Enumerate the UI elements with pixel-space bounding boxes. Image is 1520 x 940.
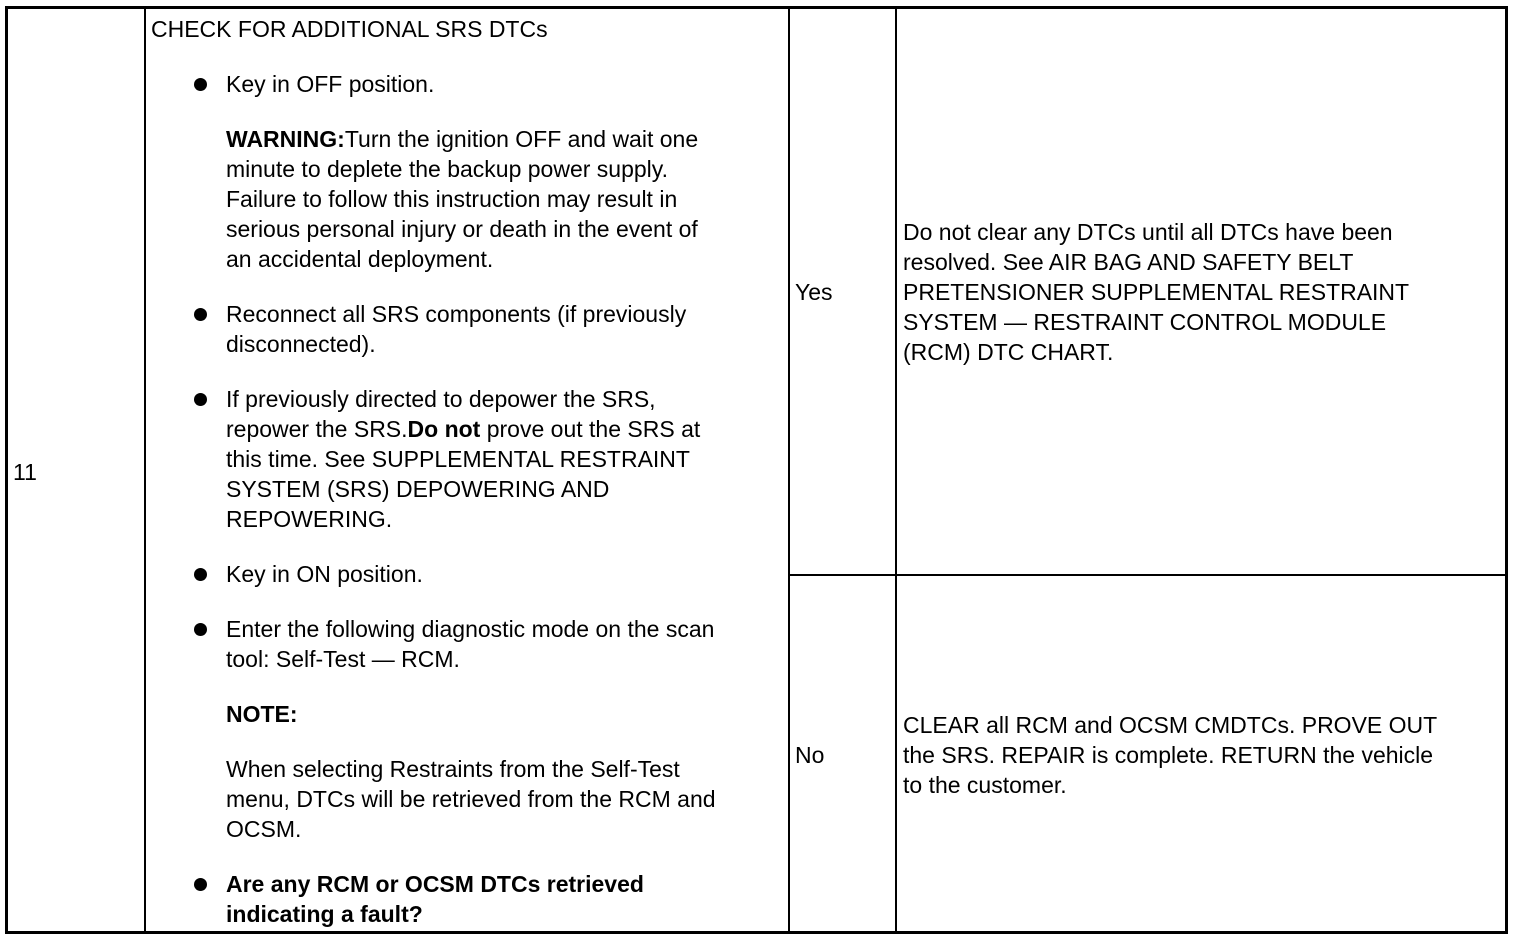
- bullet-icon: [194, 568, 207, 581]
- bullet-icon: [194, 78, 207, 91]
- instruction-repower: If previously directed to depower the SRS, repower the SRS.Do not prove out the SRS at this time. See SUPPLEMENTAL RESTRAINT SYSTEM (SRS) DEPOWERING AND REPOWERING.: [226, 386, 701, 532]
- bullet-icon: [194, 878, 207, 891]
- instruction-enter-mode: Enter the following diagnostic mode on the scan tool: Self-Test — RCM.: [226, 616, 715, 672]
- column-divider: [895, 6, 897, 934]
- bullet-icon: [194, 308, 207, 321]
- result-no: No: [795, 742, 825, 768]
- warning-label: WARNING:: [226, 126, 345, 152]
- column-divider: [788, 6, 790, 934]
- note-text: When selecting Restraints from the Self-Test menu, DTCs will be retrieved from the RCM and OCSM.: [226, 756, 716, 842]
- question: Are any RCM or OCSM DTCs retrieved indicating a fault?: [226, 871, 644, 927]
- note-label: NOTE:: [226, 701, 298, 727]
- action-yes: Do not clear any DTCs until all DTCs have been resolved. See AIR BAG AND SAFETY BELT PRETENSIONER SUPPLEMENTAL RESTRAINT SYSTEM — RESTRAINT CONTROL MODULE (RCM) DTC CHART.: [903, 219, 1410, 365]
- instruction-reconnect: Reconnect all SRS components (if previously disconnected).: [226, 301, 687, 357]
- bullet-icon: [194, 393, 207, 406]
- result-yes: Yes: [795, 279, 833, 305]
- action-no: CLEAR all RCM and OCSM CMDTCs. PROVE OUT the SRS. REPAIR is complete. RETURN the vehicle to the customer.: [903, 712, 1438, 798]
- row-divider: [789, 574, 1506, 576]
- warning-block: WARNING:Turn the ignition OFF and wait one minute to deplete the backup power supply. Failure to follow this instruction may result in serious personal injury or death in the event of an accidental deployment.: [226, 126, 699, 272]
- instruction-key-on: Key in ON position.: [226, 561, 423, 587]
- column-divider: [144, 6, 146, 934]
- step-title: CHECK FOR ADDITIONAL SRS DTCs: [151, 16, 548, 42]
- instruction-key-off: Key in OFF position.: [226, 71, 435, 97]
- bullet-icon: [194, 623, 207, 636]
- step-number: 11: [13, 459, 37, 485]
